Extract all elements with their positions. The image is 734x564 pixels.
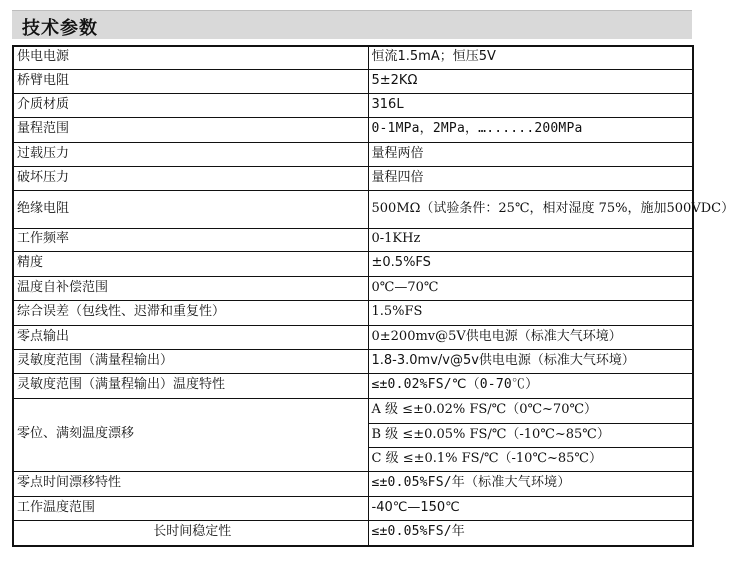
table-row bbox=[13, 349, 693, 373]
param-label: 供电电源 bbox=[13, 46, 368, 69]
param-value: ≤±0.05%FS/年 bbox=[368, 520, 693, 546]
param-label: 温度自补偿范围 bbox=[13, 276, 368, 300]
param-value: 量程两倍 bbox=[368, 142, 693, 166]
table-row bbox=[13, 300, 693, 325]
param-label: 综合误差（包线性、迟滞和重复性） bbox=[13, 300, 368, 325]
param-label: 桥臂电阻 bbox=[13, 69, 368, 93]
table-row bbox=[13, 142, 693, 166]
table-row bbox=[13, 520, 693, 546]
table-row bbox=[13, 228, 693, 251]
table-row bbox=[13, 398, 693, 423]
param-value: 0-1MPa，2MPa，…......200MPa bbox=[368, 117, 693, 142]
param-value: 量程四倍 bbox=[368, 166, 693, 190]
param-label: 零位、满刻温度漂移 bbox=[13, 398, 368, 471]
table-row bbox=[13, 471, 693, 496]
table-row bbox=[13, 117, 693, 142]
param-value: B 级 ≤±0.05% FS/℃（-10℃~85℃） bbox=[368, 423, 693, 447]
param-value: 5±2KΩ bbox=[368, 69, 693, 93]
table-row bbox=[13, 373, 693, 398]
table-row bbox=[13, 166, 693, 190]
table-row bbox=[13, 69, 693, 93]
table-row bbox=[13, 93, 693, 117]
table-row bbox=[13, 325, 693, 349]
param-label: 灵敏度范围（满量程输出）温度特性 bbox=[13, 373, 368, 398]
param-label: 灵敏度范围（满量程输出） bbox=[13, 349, 368, 373]
table-row bbox=[13, 276, 693, 300]
spec-table bbox=[12, 45, 734, 547]
param-label: 精度 bbox=[13, 251, 368, 276]
param-value: 1.5%FS bbox=[368, 300, 693, 325]
param-label: 量程范围 bbox=[13, 117, 368, 142]
param-label: 破坏压力 bbox=[13, 166, 368, 190]
param-value: 0±200mv@5V供电电源（标准大气环境） bbox=[368, 325, 693, 349]
table-row bbox=[13, 251, 693, 276]
param-label: 零点输出 bbox=[13, 325, 368, 349]
param-label: 长时间稳定性 bbox=[13, 520, 368, 546]
param-value: 1.8-3.0mv/v@5v供电电源（标准大气环境） bbox=[368, 349, 693, 373]
param-value: C 级 ≤±0.1% FS/℃（-10℃~85℃） bbox=[368, 447, 693, 471]
table-row bbox=[13, 496, 693, 520]
param-label: 工作频率 bbox=[13, 228, 368, 251]
param-value: 0℃—70℃ bbox=[368, 276, 693, 300]
param-value: ≤±0.05%FS/年（标准大气环境） bbox=[368, 471, 693, 496]
param-value: A 级 ≤±0.02% FS/℃（0℃~70℃） bbox=[368, 398, 693, 423]
param-value: ±0.5%FS bbox=[368, 251, 693, 276]
table-row bbox=[13, 46, 693, 69]
param-value: 恒流1.5mA；恒压5V bbox=[368, 46, 693, 69]
param-value: 500MΩ（试验条件：25℃，相对湿度 75%，施加500VDC） bbox=[368, 190, 693, 228]
param-label: 绝缘电阻 bbox=[13, 190, 368, 228]
table-row bbox=[13, 190, 693, 228]
section-title: 技术参数 bbox=[22, 18, 98, 39]
param-label: 介质材质 bbox=[13, 93, 368, 117]
param-value: ≤±0.02%FS/℃（0-70℃） bbox=[368, 373, 693, 398]
param-value: 316L bbox=[368, 93, 693, 117]
param-value: 0-1KHz bbox=[368, 228, 693, 251]
param-label: 零点时间漂移特性 bbox=[13, 471, 368, 496]
param-value: -40℃—150℃ bbox=[368, 496, 693, 520]
param-label: 工作温度范围 bbox=[13, 496, 368, 520]
param-label: 过载压力 bbox=[13, 142, 368, 166]
section-header bbox=[12, 10, 692, 39]
